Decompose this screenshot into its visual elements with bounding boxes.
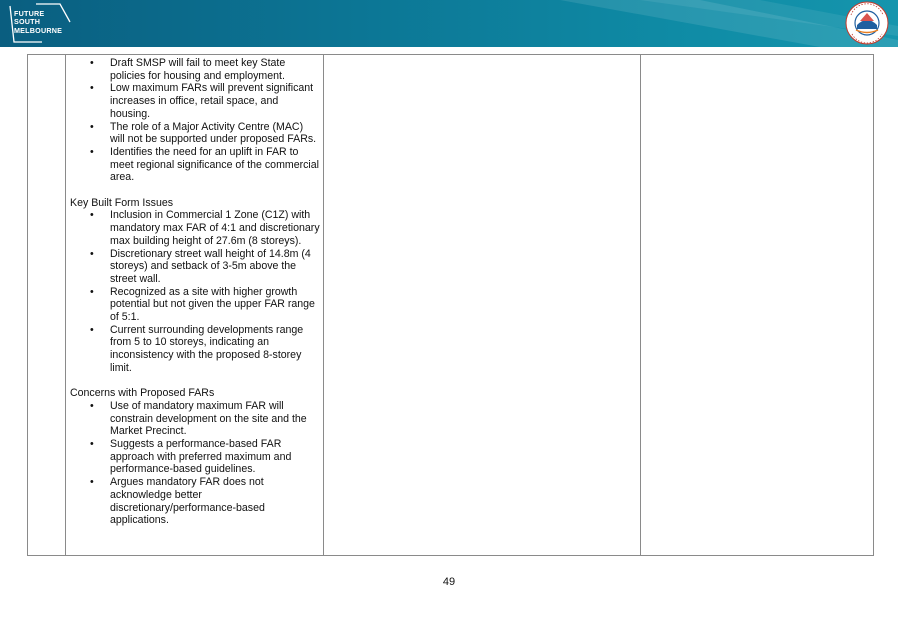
- list-item: • Current surrounding developments range from 5 to 10 storeys, indicating an inconsistency with the proposed 8-storey limit.: [90, 323, 304, 374]
- list-item: • Identifies the need for an uplift in FAR to meet regional significance of the commercial area.: [90, 145, 320, 184]
- list-item: • Recognized as a site with higher growth potential but not given the upper FAR range of 5:1.: [90, 285, 315, 324]
- list-item: • Draft SMSP will fail to meet key State policies for housing and employment.: [90, 57, 286, 82]
- logo-line-future: FUTURE: [14, 9, 45, 18]
- logo-text: [14, 10, 62, 35]
- city-of-port-phillip-seal-icon: [845, 1, 889, 45]
- fars-bullet-list: [70, 400, 320, 527]
- intro-bullet-list: [70, 57, 320, 184]
- list-item: • Suggests a performance-based FAR approach with preferred maximum and performance-based guidelines.: [90, 438, 292, 476]
- logo-line-south: SOUTH: [14, 17, 41, 27]
- table-column-divider: [323, 55, 324, 555]
- list-item: • Inclusion in Commercial 1 Zone (C1Z) with mandatory max FAR of 4:1 and discretionary max building height of 27.6m (8 storeys).: [90, 209, 320, 247]
- banner-decoration: [0, 0, 898, 47]
- list-item: • Discretionary street wall height of 14.8m (4 storeys) and setback of 3-5m above the street wall.: [90, 247, 311, 285]
- page-number: 49: [442, 576, 456, 588]
- list-item: • The role of a Major Activity Centre (MAC) will not be supported under proposed FARs.: [90, 120, 317, 146]
- list-item: • Argues mandatory FAR does not acknowledge better discretionary/performance-based applications.: [90, 476, 265, 527]
- header-banner: [0, 0, 898, 47]
- list-item: • Low maximum FARs will prevent significant increases in office, retail space, and housing.: [90, 82, 314, 120]
- section-heading-built-form: Key Built Form Issues: [70, 196, 174, 209]
- list-item: • Use of mandatory maximum FAR will constrain development on the site and the Market Precinct.: [90, 399, 307, 438]
- section-heading-fars: Concerns with Proposed FARs: [70, 387, 215, 400]
- table-column-divider: [65, 55, 66, 555]
- logo-line-melbourne: MELBOURNE: [14, 25, 63, 35]
- table-column-divider: [640, 55, 641, 555]
- submission-summary-cell: [70, 57, 320, 527]
- built-form-bullet-list: [70, 209, 320, 374]
